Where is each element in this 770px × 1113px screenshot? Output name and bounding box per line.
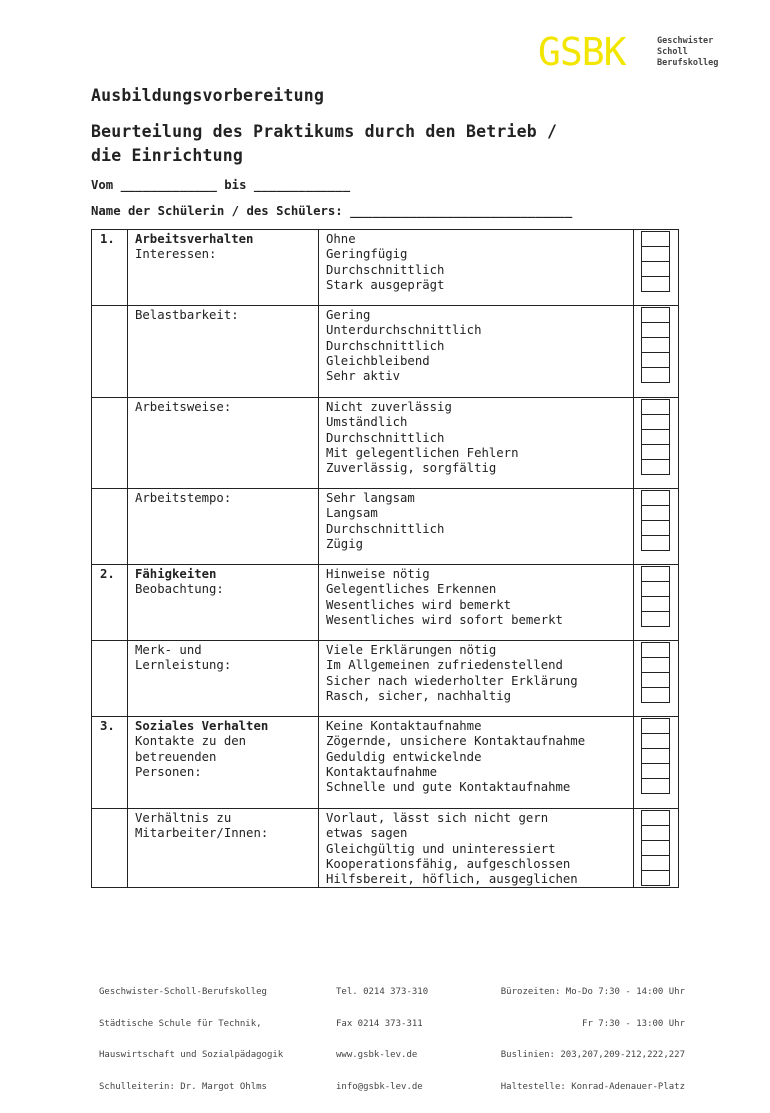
rating-checkbox[interactable]	[641, 566, 670, 581]
rating-checkbox[interactable]	[641, 855, 670, 870]
logo-subtitle	[657, 36, 737, 69]
evaluation-table	[91, 229, 679, 888]
checkbox-column	[634, 306, 679, 398]
rating-checkbox[interactable]	[641, 870, 670, 886]
rating-checkbox[interactable]	[641, 261, 670, 276]
rating-option: Keine Kontaktaufnahme	[326, 719, 482, 733]
student-name-field[interactable]: Name der Schülerin / des Schülers: ______________________________	[91, 204, 573, 218]
logo-line: Berufskolleg	[657, 58, 719, 68]
rating-checkbox[interactable]	[641, 810, 670, 825]
rating-checkbox[interactable]	[641, 657, 670, 672]
criterion-label-line: Mitarbeiter/Innen:	[135, 826, 269, 841]
period-field[interactable]: Vom _____________ bis _____________	[91, 178, 351, 192]
rating-checkbox[interactable]	[641, 748, 670, 763]
criterion-label-line: Personen:	[135, 764, 202, 779]
rating-option: Kontaktaufnahme	[326, 764, 438, 779]
rating-option: Durchschnittlich	[326, 430, 445, 445]
footer-line: Fr 7:30 - 13:00 Uhr	[582, 1018, 685, 1029]
rating-checkbox[interactable]	[641, 367, 670, 383]
footer-line: Schulleiterin: Dr. Margot Ohlms	[99, 1081, 267, 1092]
rating-checkbox[interactable]	[641, 778, 670, 794]
school-logo	[538, 30, 738, 76]
footer-line: Tel. 0214 373-310	[336, 987, 429, 997]
rating-checkbox[interactable]	[641, 399, 670, 414]
criterion-label-line: Arbeitsweise:	[135, 400, 232, 414]
rating-option: Unterdurchschnittlich	[326, 323, 482, 338]
rating-checkbox[interactable]	[641, 687, 670, 703]
rating-option: Gering	[326, 308, 371, 322]
rating-option: Wesentliches wird sofort bemerkt	[326, 612, 563, 627]
criterion-number	[92, 306, 128, 398]
rating-option: Gelegentliches Erkennen	[326, 582, 497, 597]
rating-checkbox[interactable]	[641, 763, 670, 778]
footer-contact	[336, 966, 428, 1113]
rating-option: etwas sagen	[326, 826, 408, 841]
rating-options	[319, 230, 634, 306]
rating-options	[319, 717, 634, 809]
criterion-label-line: Arbeitstempo:	[135, 491, 232, 505]
rating-checkbox[interactable]	[641, 642, 670, 657]
rating-options	[319, 809, 634, 888]
section-heading: Fähigkeiten	[135, 567, 217, 581]
footer-line[interactable]: www.gsbk-lev.de	[336, 1050, 418, 1060]
subtitle-line: die Einrichtung	[91, 146, 244, 165]
rating-option: Gleichgültig und uninteressiert	[326, 841, 556, 856]
logo-line: Geschwister	[657, 36, 714, 46]
rating-checkbox[interactable]	[641, 505, 670, 520]
rating-option: Hilfsbereit, höflich, ausgeglichen	[326, 872, 578, 887]
rating-checkbox[interactable]	[641, 490, 670, 505]
footer-line: Geschwister-Scholl-Berufskolleg	[99, 987, 267, 997]
criterion-number: 2.	[92, 565, 128, 641]
criterion-label	[128, 306, 319, 398]
criterion-label	[128, 809, 319, 888]
rating-option: Sehr langsam	[326, 491, 415, 505]
rating-option: Sehr aktiv	[326, 369, 401, 384]
rating-option: Geduldig entwickelnde	[326, 749, 482, 764]
criterion-number	[92, 641, 128, 717]
footer-line: Fax 0214 373-311	[336, 1018, 423, 1029]
criterion-label-line: Beobachtung:	[135, 582, 224, 597]
checkbox-column	[634, 717, 679, 809]
rating-checkbox[interactable]	[641, 276, 670, 292]
criterion-label-line: Interessen:	[135, 247, 217, 262]
criterion-row	[92, 565, 679, 641]
document-title: Ausbildungsvorbereitung	[91, 86, 325, 105]
rating-option: Kooperationsfähig, aufgeschlossen	[326, 856, 571, 871]
rating-option: Sicher nach wiederholter Erklärung	[326, 673, 578, 688]
rating-checkbox[interactable]	[641, 352, 670, 367]
rating-checkbox[interactable]	[641, 535, 670, 551]
criterion-label-line: Merk- und	[135, 643, 202, 657]
rating-option: Viele Erklärungen nötig	[326, 643, 497, 657]
rating-option: Schnelle und gute Kontaktaufnahme	[326, 780, 571, 795]
footer-line: Bürozeiten: Mo-Do 7:30 - 14:00 Uhr	[500, 987, 685, 997]
rating-option: Durchschnittlich	[326, 338, 445, 353]
criterion-label	[128, 641, 319, 717]
criterion-number	[92, 489, 128, 565]
checkbox-column	[634, 565, 679, 641]
criterion-label	[128, 398, 319, 489]
rating-checkbox[interactable]	[641, 444, 670, 459]
criterion-row	[92, 489, 679, 565]
criterion-label-line: betreuenden	[135, 749, 217, 764]
rating-option: Ohne	[326, 232, 356, 246]
section-heading: Arbeitsverhalten	[135, 232, 254, 246]
criterion-row	[92, 641, 679, 717]
rating-checkbox[interactable]	[641, 825, 670, 840]
rating-option: Gleichbleibend	[326, 353, 430, 368]
criterion-row	[92, 717, 679, 809]
criterion-number	[92, 398, 128, 489]
criterion-label-line: Verhältnis zu	[135, 811, 232, 825]
rating-option: Stark ausgeprägt	[326, 277, 445, 292]
criterion-row	[92, 398, 679, 489]
rating-option: Hinweise nötig	[326, 567, 430, 581]
logo-mark: GSBK	[538, 30, 626, 74]
criterion-row	[92, 809, 679, 888]
criterion-number: 1.	[92, 230, 128, 306]
rating-checkbox[interactable]	[641, 231, 670, 246]
criterion-number	[92, 809, 128, 888]
rating-option: Zügig	[326, 536, 364, 551]
rating-checkbox[interactable]	[641, 322, 670, 337]
criterion-label-line: Kontakte zu den	[135, 734, 247, 749]
rating-checkbox[interactable]	[641, 596, 670, 611]
footer-line[interactable]: info@gsbk-lev.de	[336, 1081, 423, 1092]
rating-checkbox[interactable]	[641, 520, 670, 535]
rating-options	[319, 398, 634, 489]
footer-line: Hauswirtschaft und Sozialpädagogik	[99, 1050, 284, 1060]
criterion-label-line: Belastbarkeit:	[135, 308, 239, 322]
criterion-label	[128, 230, 319, 306]
rating-option: Zuverlässig, sorgfältig	[326, 461, 497, 476]
checkbox-column	[634, 809, 679, 888]
checkbox-column	[634, 230, 679, 306]
criterion-label	[128, 565, 319, 641]
criterion-number: 3.	[92, 717, 128, 809]
rating-option: Zögernde, unsichere Kontaktaufnahme	[326, 734, 586, 749]
rating-checkbox[interactable]	[641, 307, 670, 322]
checkbox-column	[634, 641, 679, 717]
criterion-label	[128, 717, 319, 809]
rating-checkbox[interactable]	[641, 733, 670, 748]
footer-hours	[475, 966, 685, 1113]
footer-line: Haltestelle: Konrad-Adenauer-Platz	[500, 1081, 685, 1092]
rating-option: Nicht zuverlässig	[326, 400, 452, 414]
rating-checkbox[interactable]	[641, 840, 670, 855]
criterion-row	[92, 230, 679, 306]
rating-option: Vorlaut, lässt sich nicht gern	[326, 811, 549, 825]
rating-option: Im Allgemeinen zufriedenstellend	[326, 658, 563, 673]
criterion-row	[92, 306, 679, 398]
rating-option: Wesentliches wird bemerkt	[326, 597, 512, 612]
rating-option: Mit gelegentlichen Fehlern	[326, 445, 519, 460]
checkbox-column	[634, 489, 679, 565]
rating-option: Durchschnittlich	[326, 521, 445, 536]
footer-school	[99, 966, 283, 1113]
rating-checkbox[interactable]	[641, 459, 670, 475]
rating-checkbox[interactable]	[641, 414, 670, 429]
rating-options	[319, 306, 634, 398]
rating-options	[319, 641, 634, 717]
rating-checkbox[interactable]	[641, 337, 670, 352]
subtitle-line: Beurteilung des Praktikums durch den Betrieb /	[91, 122, 558, 141]
logo-line: Scholl	[657, 47, 688, 57]
criterion-label-line: Lernleistung:	[135, 658, 232, 673]
rating-checkbox[interactable]	[641, 581, 670, 596]
rating-checkbox[interactable]	[641, 672, 670, 687]
footer-line: Städtische Schule für Technik,	[99, 1018, 262, 1029]
section-heading: Soziales Verhalten	[135, 719, 269, 733]
rating-checkbox[interactable]	[641, 429, 670, 444]
criterion-label	[128, 489, 319, 565]
rating-option: Durchschnittlich	[326, 262, 445, 277]
rating-option: Geringfügig	[326, 247, 408, 262]
rating-checkbox[interactable]	[641, 611, 670, 627]
rating-checkbox[interactable]	[641, 246, 670, 261]
rating-option: Umständlich	[326, 415, 408, 430]
checkbox-column	[634, 398, 679, 489]
document-subtitle	[91, 120, 557, 168]
rating-options	[319, 489, 634, 565]
rating-option: Langsam	[326, 506, 378, 521]
rating-checkbox[interactable]	[641, 718, 670, 733]
rating-option: Rasch, sicher, nachhaltig	[326, 688, 512, 703]
footer-line: Buslinien: 203,207,209-212,222,227	[500, 1050, 685, 1060]
rating-options	[319, 565, 634, 641]
